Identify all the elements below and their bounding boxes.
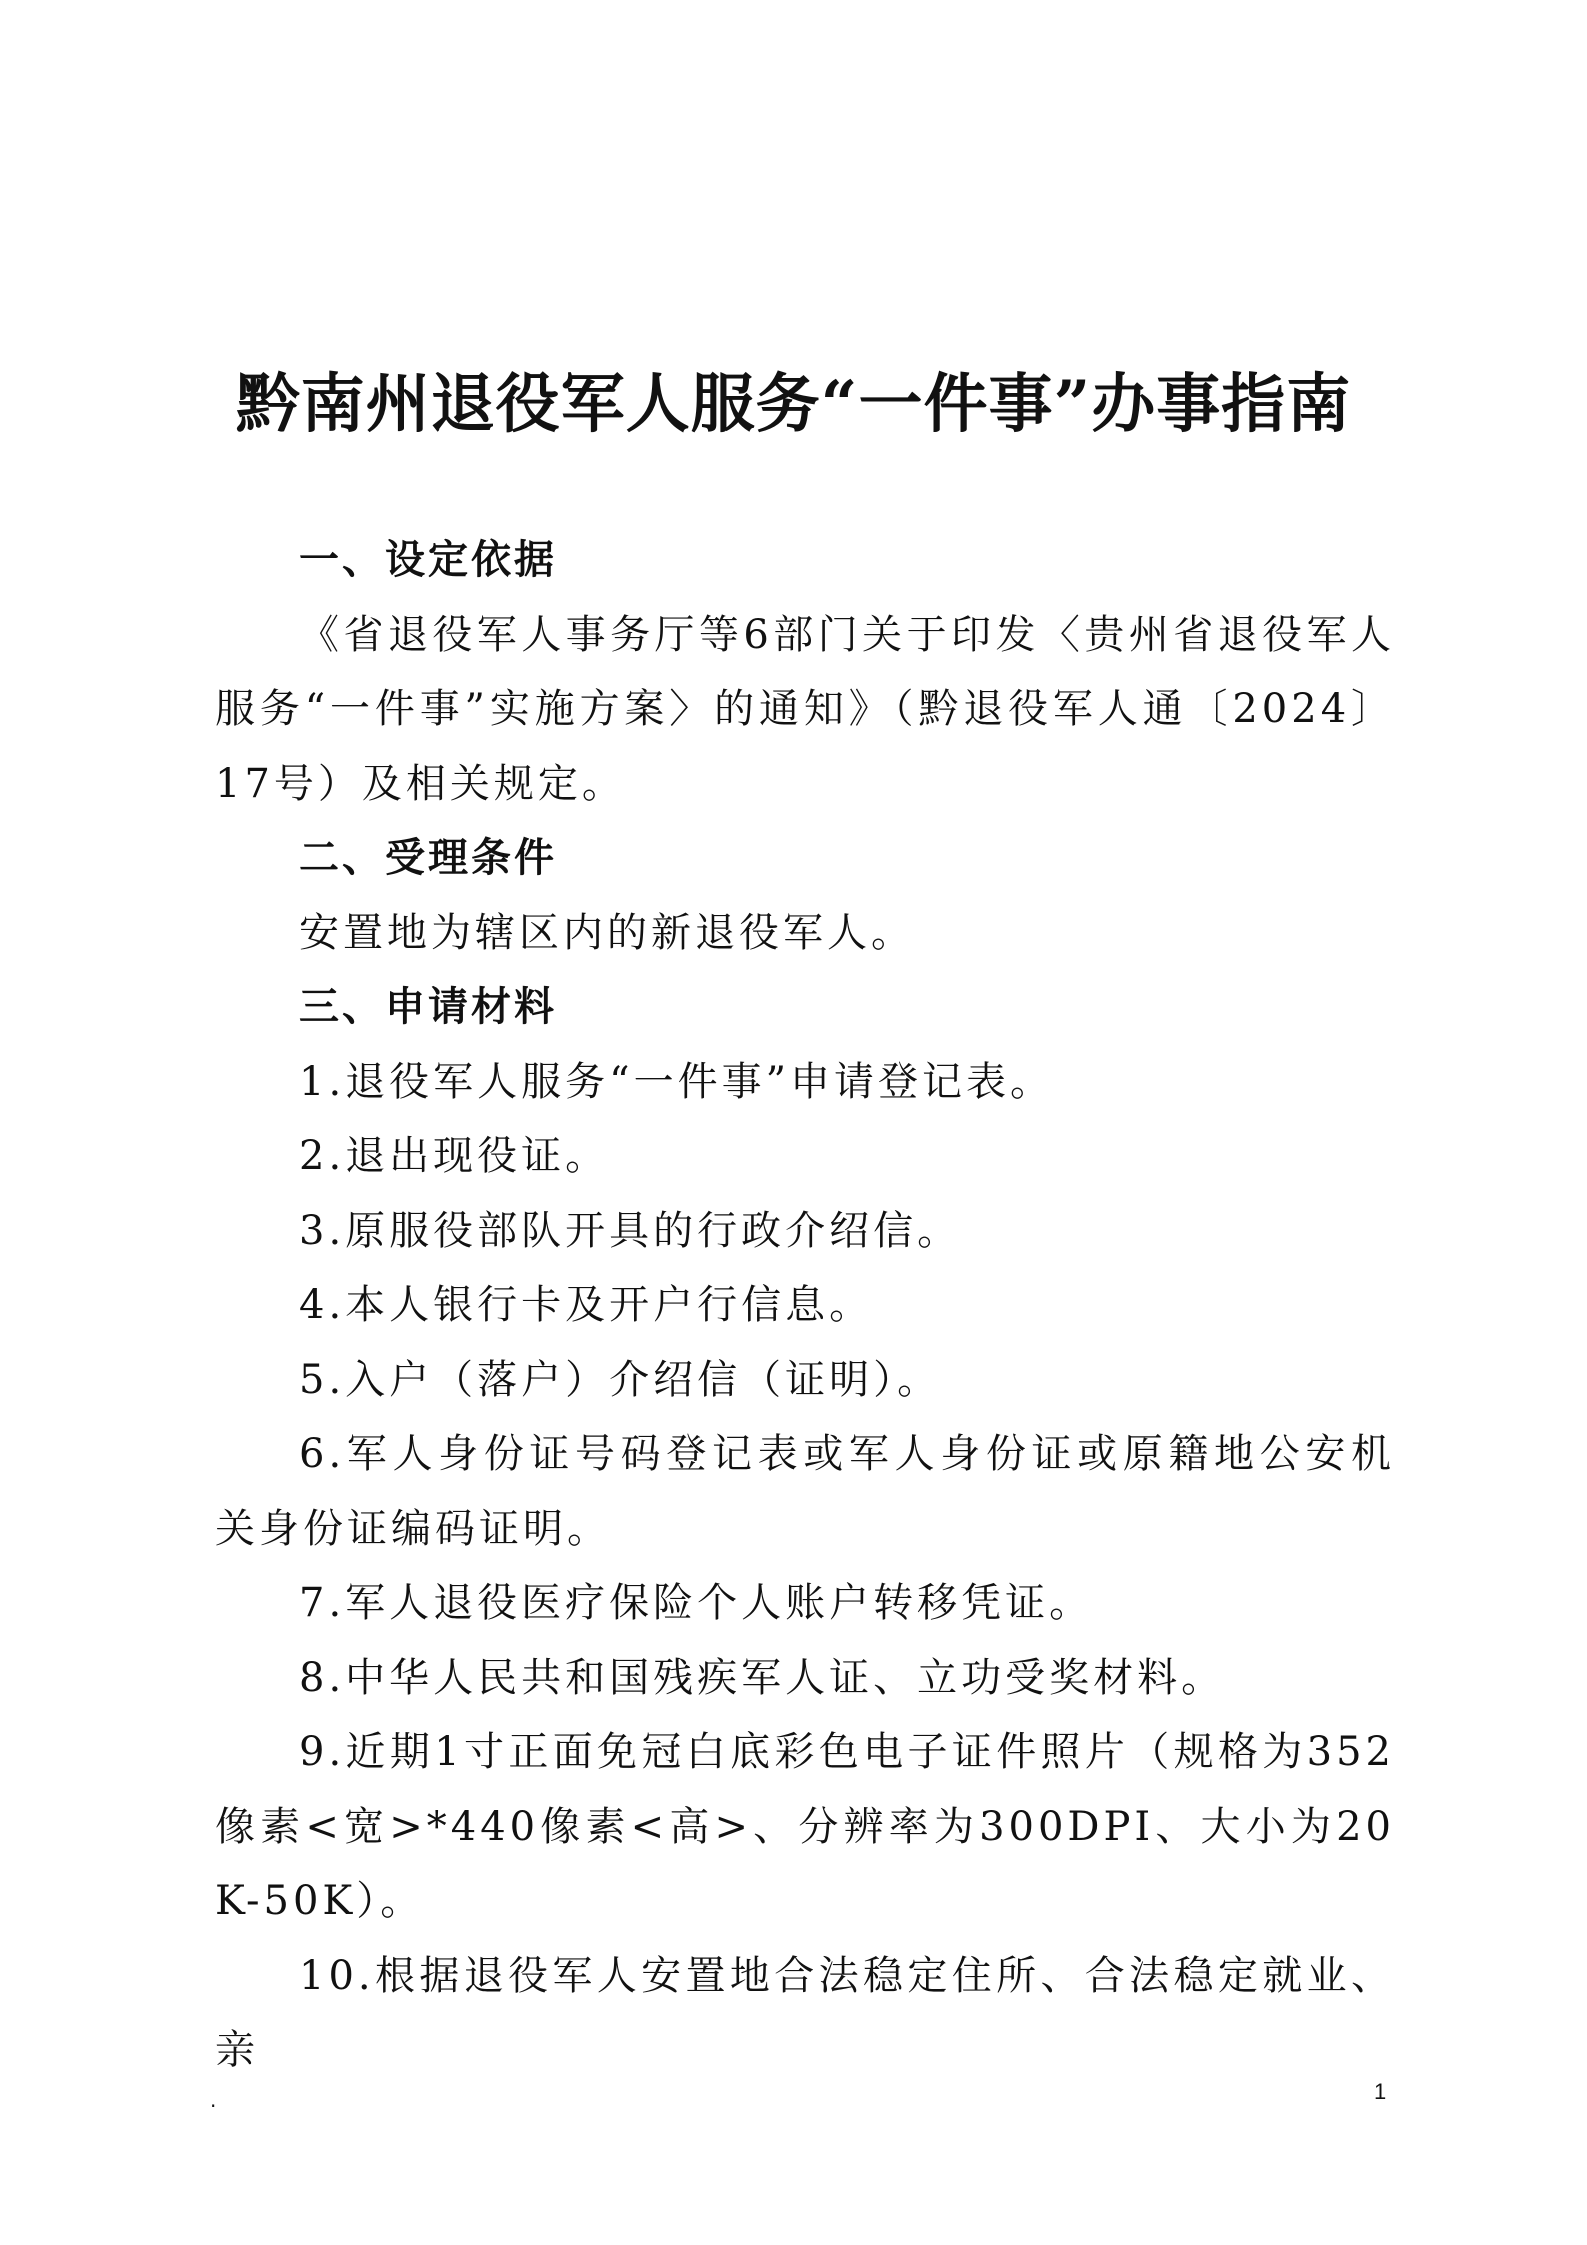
section-heading-basis: 一、设定依据 <box>299 537 557 583</box>
footer-dot: . <box>210 2088 217 2112</box>
document-body <box>215 523 1395 2088</box>
material-item-6: 6.军人身份证号码登记表或军人身份证或原籍地公安机关身份证编码证明。 <box>215 1431 1395 1552</box>
document-title: 黔南州退役军人服务“一件事”办事指南 <box>235 367 1352 442</box>
paragraph-conditions: 安置地为辖区内的新退役军人。 <box>299 909 915 956</box>
material-item-7: 7.军人退役医疗保险个人账户转移凭证。 <box>299 1580 1094 1626</box>
section-heading-materials: 三、申请材料 <box>299 984 557 1030</box>
material-item-4: 4.本人银行卡及开户行信息。 <box>299 1282 874 1328</box>
material-item-9: 9.近期1寸正面免冠白底彩色电子证件照片（规格为352像素<宽>*440像素<高>、分辨率为300DPI、大小为20K-50K）。 <box>215 1729 1395 1924</box>
material-item-8: 8.中华人民共和国残疾军人证、立功受奖材料。 <box>299 1654 1226 1701</box>
page-number: 1 <box>1374 2079 1387 2104</box>
material-item-10: 10.根据退役军人安置地合法稳定住所、合法稳定就业、亲 <box>215 1952 1395 2073</box>
material-item-1: 1.退役军人服务“一件事”申请登记表。 <box>299 1058 1055 1105</box>
material-item-5: 5.入户（落户）介绍信（证明）。 <box>299 1356 942 1403</box>
paragraph-basis: 《省退役军人事务厅等6部门关于印发〈贵州省退役军人服务“一件事”实施方案〉的通知》（黔退役军人通〔2024〕17号）及相关规定。 <box>215 611 1395 807</box>
material-item-2: 2.退出现役证。 <box>299 1133 610 1179</box>
material-item-3: 3.原服役部队开具的行政介绍信。 <box>299 1207 962 1254</box>
section-heading-conditions: 二、受理条件 <box>299 835 557 881</box>
